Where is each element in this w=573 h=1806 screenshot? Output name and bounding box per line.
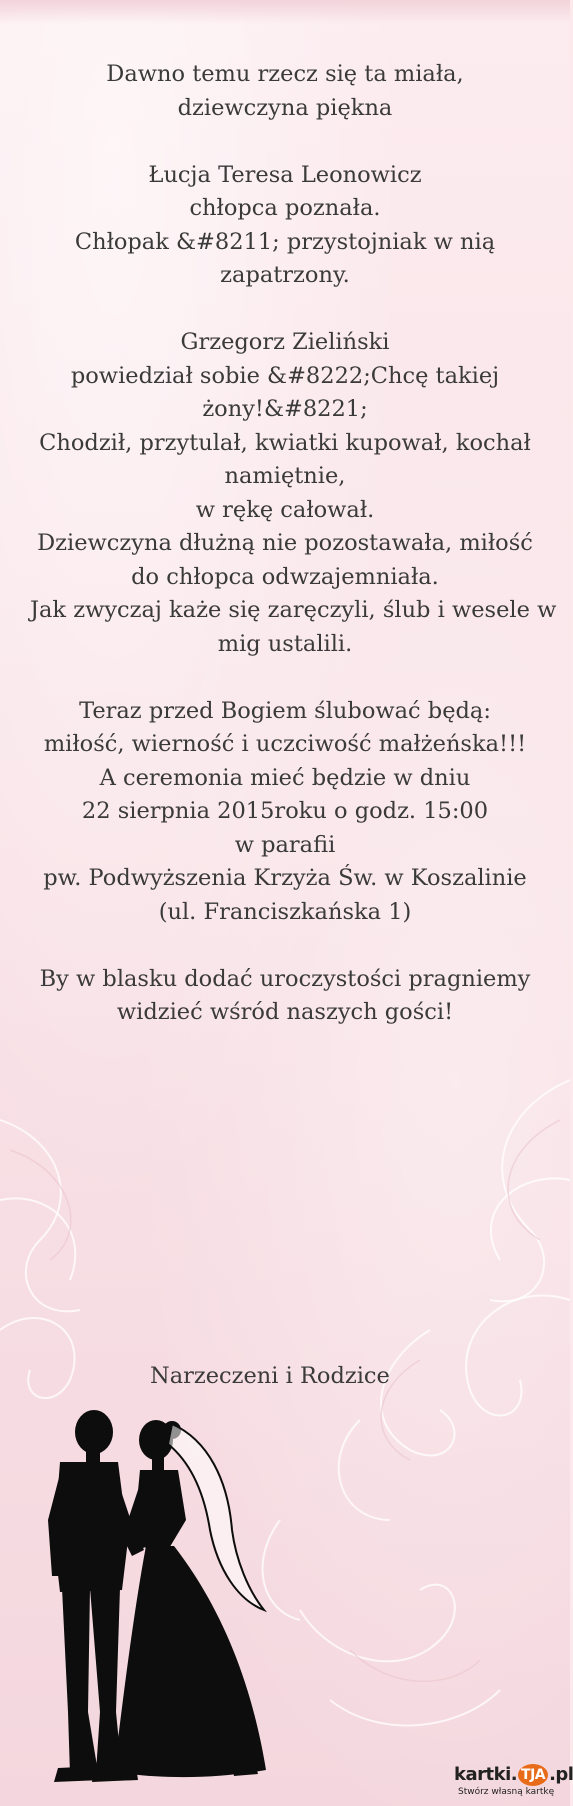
poem-line: 22 sierpnia 2015roku o godz. 15:00: [81, 798, 489, 824]
poem-line: pw. Podwyższenia Krzyża Św. w Koszalinie: [43, 865, 527, 891]
poem-line: Dziewczyna dłużną nie pozostawała, miłość: [37, 530, 533, 556]
poem-line: Chodził, przytulał, kwiatki kupował, kochał: [39, 429, 531, 456]
poem-line: By w blasku dodać uroczystości pragniemy: [39, 965, 531, 992]
line-gap: [30, 929, 540, 963]
poem-line: powiedział sobie &#8222;Chcę takiej: [70, 362, 500, 389]
poem-line: w parafii: [234, 831, 336, 858]
line-gap: [30, 293, 540, 327]
logo-wordmark: [454, 1764, 573, 1786]
top-border: [0, 0, 570, 24]
line-gap: [30, 125, 540, 159]
poem-line: dziewczyna piękna: [177, 94, 393, 121]
wedding-couple-silhouette-icon: [18, 1400, 288, 1790]
poem-line: Chłopak &#8211; przystojniak w nią: [74, 228, 496, 255]
line-gap: [30, 661, 540, 695]
invitation-text: [30, 58, 557, 1030]
signature: Narzeczeni i Rodzice: [150, 1363, 390, 1389]
poem-line: mig ustalili.: [217, 630, 353, 657]
kartki-tja-logo[interactable]: [454, 1762, 573, 1800]
poem-line: Grzegorz Zieliński: [180, 329, 390, 355]
poem-line: w rękę całował.: [195, 496, 375, 523]
logo-part-2: .pl: [549, 1764, 573, 1785]
poem-line: Dawno temu rzecz się ta miała,: [106, 61, 464, 87]
logo-tagline: Stwórz własną kartkę: [458, 1787, 555, 1797]
logo-part-1: kartki.: [454, 1764, 518, 1785]
poem-line: chłopca poznała.: [189, 195, 381, 221]
logo-badge: TJA: [518, 1764, 548, 1786]
poem-line: zapatrzony.: [220, 262, 350, 288]
poem-line: widzieć wśród naszych gości!: [116, 999, 454, 1025]
poem-line: Teraz przed Bogiem ślubować będą:: [79, 697, 491, 724]
poem-line: do chłopca odwzajemniała.: [131, 563, 439, 590]
poem-line: A ceremonia mieć będzie w dniu: [99, 764, 471, 791]
poem-line: żony!&#8221;: [202, 396, 368, 422]
poem-line: Jak zwyczaj każe się zaręczyli, ślub i wesele w: [30, 597, 557, 623]
poem-line: (ul. Franciszkańska 1): [158, 898, 412, 925]
poem-line: namiętnie,: [224, 463, 346, 489]
poem-line: miłość, wierność i uczciwość małżeńska!!!: [43, 731, 527, 757]
poem-line: Łucja Teresa Leonowicz: [148, 161, 422, 188]
